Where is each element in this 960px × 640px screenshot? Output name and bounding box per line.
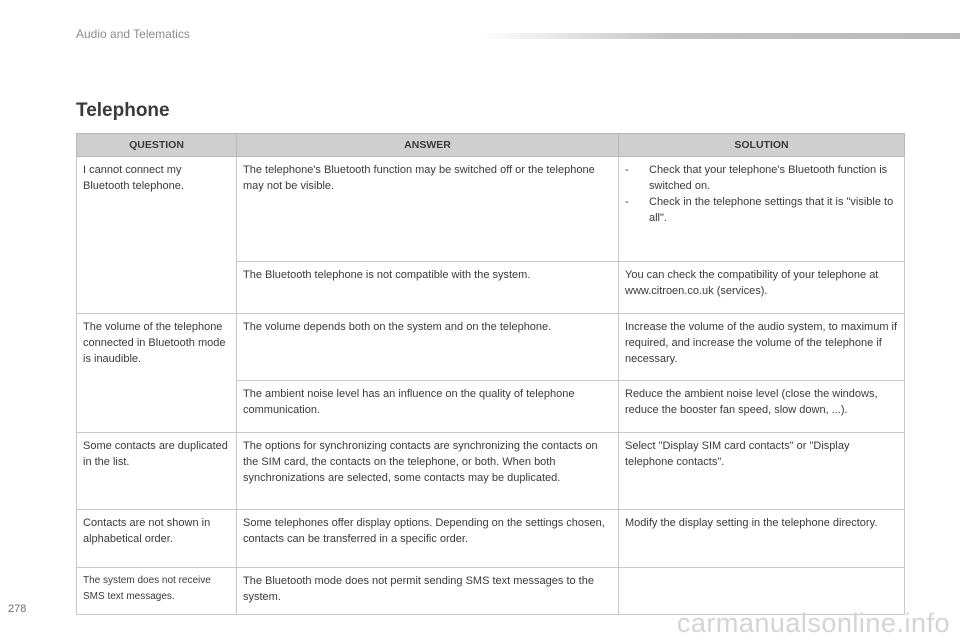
answer-cell: The telephone's Bluetooth function may be switched off or the telephone may not be visible. — [237, 157, 619, 262]
column-header-answer: ANSWER — [237, 134, 619, 157]
answer-cell: The ambient noise level has an influence on the quality of telephone communication. — [237, 381, 619, 433]
answer-cell: The Bluetooth telephone is not compatible with the system. — [237, 262, 619, 314]
question-cell: Contacts are not shown in alphabetical order. — [77, 510, 237, 568]
solution-cell: You can check the compatibility of your telephone at www.citroen.co.uk (services). — [619, 262, 905, 314]
solution-cell: Modify the display setting in the telephone directory. — [619, 510, 905, 568]
header-bar — [478, 33, 960, 39]
column-header-question: QUESTION — [77, 134, 237, 157]
solution-cell: Select "Display SIM card contacts" or "Display telephone contacts". — [619, 433, 905, 510]
solution-list-item: - Check in the telephone settings that it is "visible to all". — [625, 194, 898, 226]
solution-list-item: - Check that your telephone's Bluetooth function is switched on. — [625, 162, 898, 194]
table-row — [77, 157, 905, 262]
page-number: 278 — [8, 603, 27, 615]
troubleshooting-table — [76, 133, 905, 615]
page-title: Telephone — [76, 100, 170, 121]
answer-cell: Some telephones offer display options. Depending on the settings chosen, contacts can be transferred in a specific order. — [237, 510, 619, 568]
answer-cell: The volume depends both on the system and on the telephone. — [237, 314, 619, 381]
answer-cell: The options for synchronizing contacts are synchronizing the contacts on the SIM card, the contacts on the telephone, or both. When both synchronizations are selected, some contacts may be duplicated. — [237, 433, 619, 510]
table-row — [77, 314, 905, 381]
solution-cell — [619, 157, 905, 262]
table-row — [77, 433, 905, 510]
answer-cell: The Bluetooth mode does not permit sending SMS text messages to the system. — [237, 568, 619, 615]
section-label: Audio and Telematics — [76, 27, 190, 41]
column-header-solution: SOLUTION — [619, 134, 905, 157]
solution-cell: Increase the volume of the audio system, to maximum if required, and increase the volume of the telephone if necessary. — [619, 314, 905, 381]
watermark: carmanualsonline.info — [676, 608, 950, 638]
question-cell: The volume of the telephone connected in Bluetooth mode is inaudible. — [77, 314, 237, 433]
question-cell: I cannot connect my Bluetooth telephone. — [77, 157, 237, 314]
solution-list — [625, 162, 898, 226]
question-cell: The system does not receive SMS text messages. — [77, 568, 237, 615]
question-cell: Some contacts are duplicated in the list. — [77, 433, 237, 510]
table-row — [77, 510, 905, 568]
table-header-row — [77, 134, 905, 157]
solution-cell: Reduce the ambient noise level (close the windows, reduce the booster fan speed, slow down, ...). — [619, 381, 905, 433]
